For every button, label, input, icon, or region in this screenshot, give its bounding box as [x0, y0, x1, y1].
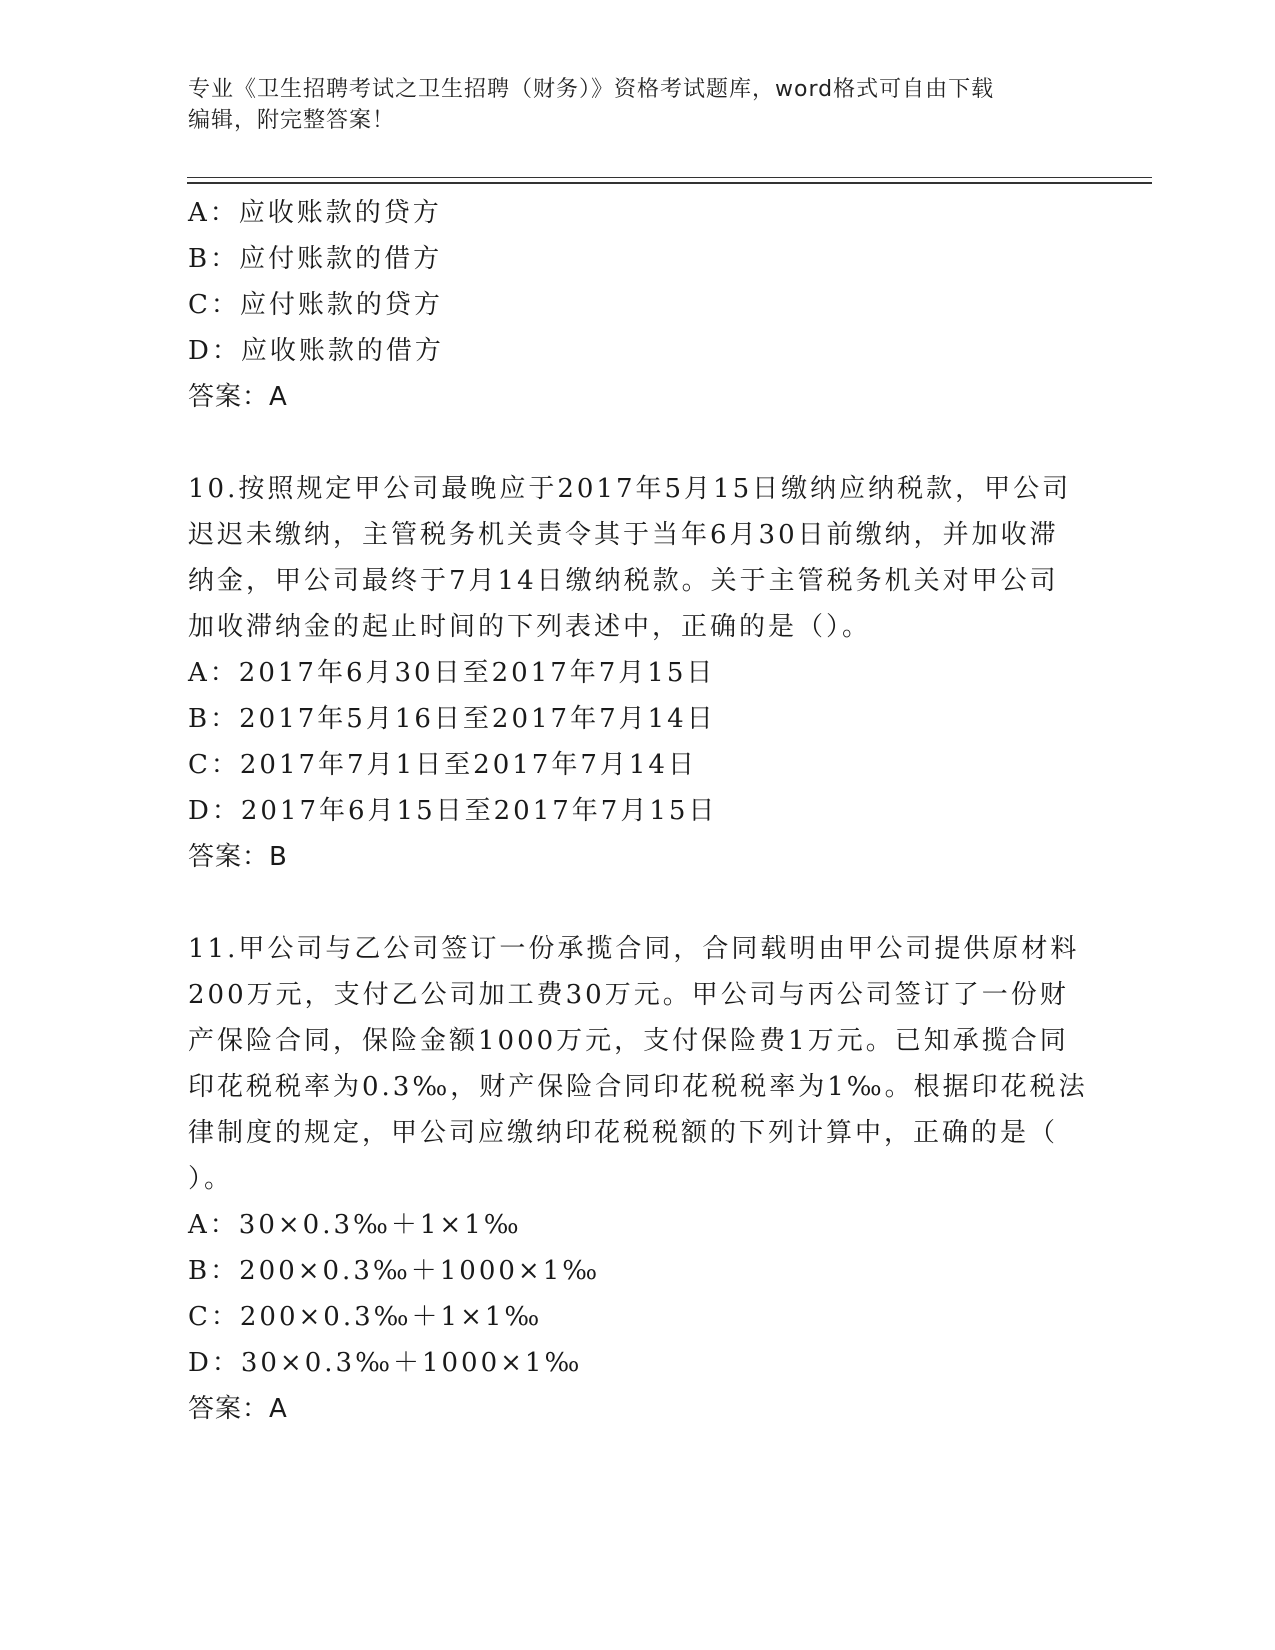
option-d: D：2017年6月15日至2017年7月15日 [188, 796, 718, 826]
document-body [188, 190, 1088, 1432]
option-d: D：应收账款的借方 [188, 336, 444, 366]
question-spacer [188, 880, 1088, 926]
question-10 [188, 466, 1088, 880]
header-line-2: 编辑，附完整答案！ [188, 108, 396, 133]
header-line-1: 专业《卫生招聘考试之卫生招聘（财务）》资格考试题库，word格式可自由下载 [188, 77, 995, 102]
question-stem-line: 印花税税率为0.3‰，财产保险合同印花税税率为1‰。根据印花税法 [188, 1072, 1088, 1102]
answer-line: 答案：A [188, 382, 288, 412]
answer-line: 答案：B [188, 842, 288, 872]
option-c: C：200×0.3‰＋1×1‰ [188, 1302, 543, 1332]
question-stem-line: ）。 [188, 1164, 234, 1194]
document-header [188, 74, 1088, 136]
option-a: A：30×0.3‰＋1×1‰ [188, 1210, 522, 1240]
question-stem-line: 10.按照规定甲公司最晚应于2017年5月15日缴纳应纳税款，甲公司 [188, 474, 1072, 504]
question-spacer [188, 420, 1088, 466]
question-stem-line: 迟迟未缴纳，主管税务机关责令其于当年6月30日前缴纳，并加收滞 [188, 520, 1059, 550]
option-a: A：应收账款的贷方 [188, 198, 442, 228]
question-stem-line: 200万元，支付乙公司加工费30万元。甲公司与丙公司签订了一份财 [188, 980, 1069, 1010]
option-d: D：30×0.3‰＋1000×1‰ [188, 1348, 583, 1378]
option-b: B：应付账款的借方 [188, 244, 443, 274]
option-b: B：2017年5月16日至2017年7月14日 [188, 704, 716, 734]
question-11 [188, 926, 1088, 1432]
header-divider-thick [187, 182, 1152, 184]
question-stem-line: 产保险合同，保险金额1000万元，支付保险费1万元。已知承揽合同 [188, 1026, 1069, 1056]
option-c: C：应付账款的贷方 [188, 290, 443, 320]
question-stem-line: 11.甲公司与乙公司签订一份承揽合同，合同载明由甲公司提供原材料 [188, 934, 1080, 964]
answer-line: 答案：A [188, 1394, 288, 1424]
option-b: B：200×0.3‰＋1000×1‰ [188, 1256, 601, 1286]
question-9 [188, 190, 1088, 420]
question-stem-line: 加收滞纳金的起止时间的下列表述中，正确的是（）。 [188, 612, 872, 642]
header-divider-thin [187, 177, 1152, 178]
question-stem-line: 纳金，甲公司最终于7月14日缴纳税款。关于主管税务机关对甲公司 [188, 566, 1059, 596]
question-stem-line: 律制度的规定，甲公司应缴纳印花税税额的下列计算中，正确的是（ [188, 1118, 1059, 1148]
option-a: A：2017年6月30日至2017年7月15日 [188, 658, 716, 688]
option-c: C：2017年7月1日至2017年7月14日 [188, 750, 697, 780]
